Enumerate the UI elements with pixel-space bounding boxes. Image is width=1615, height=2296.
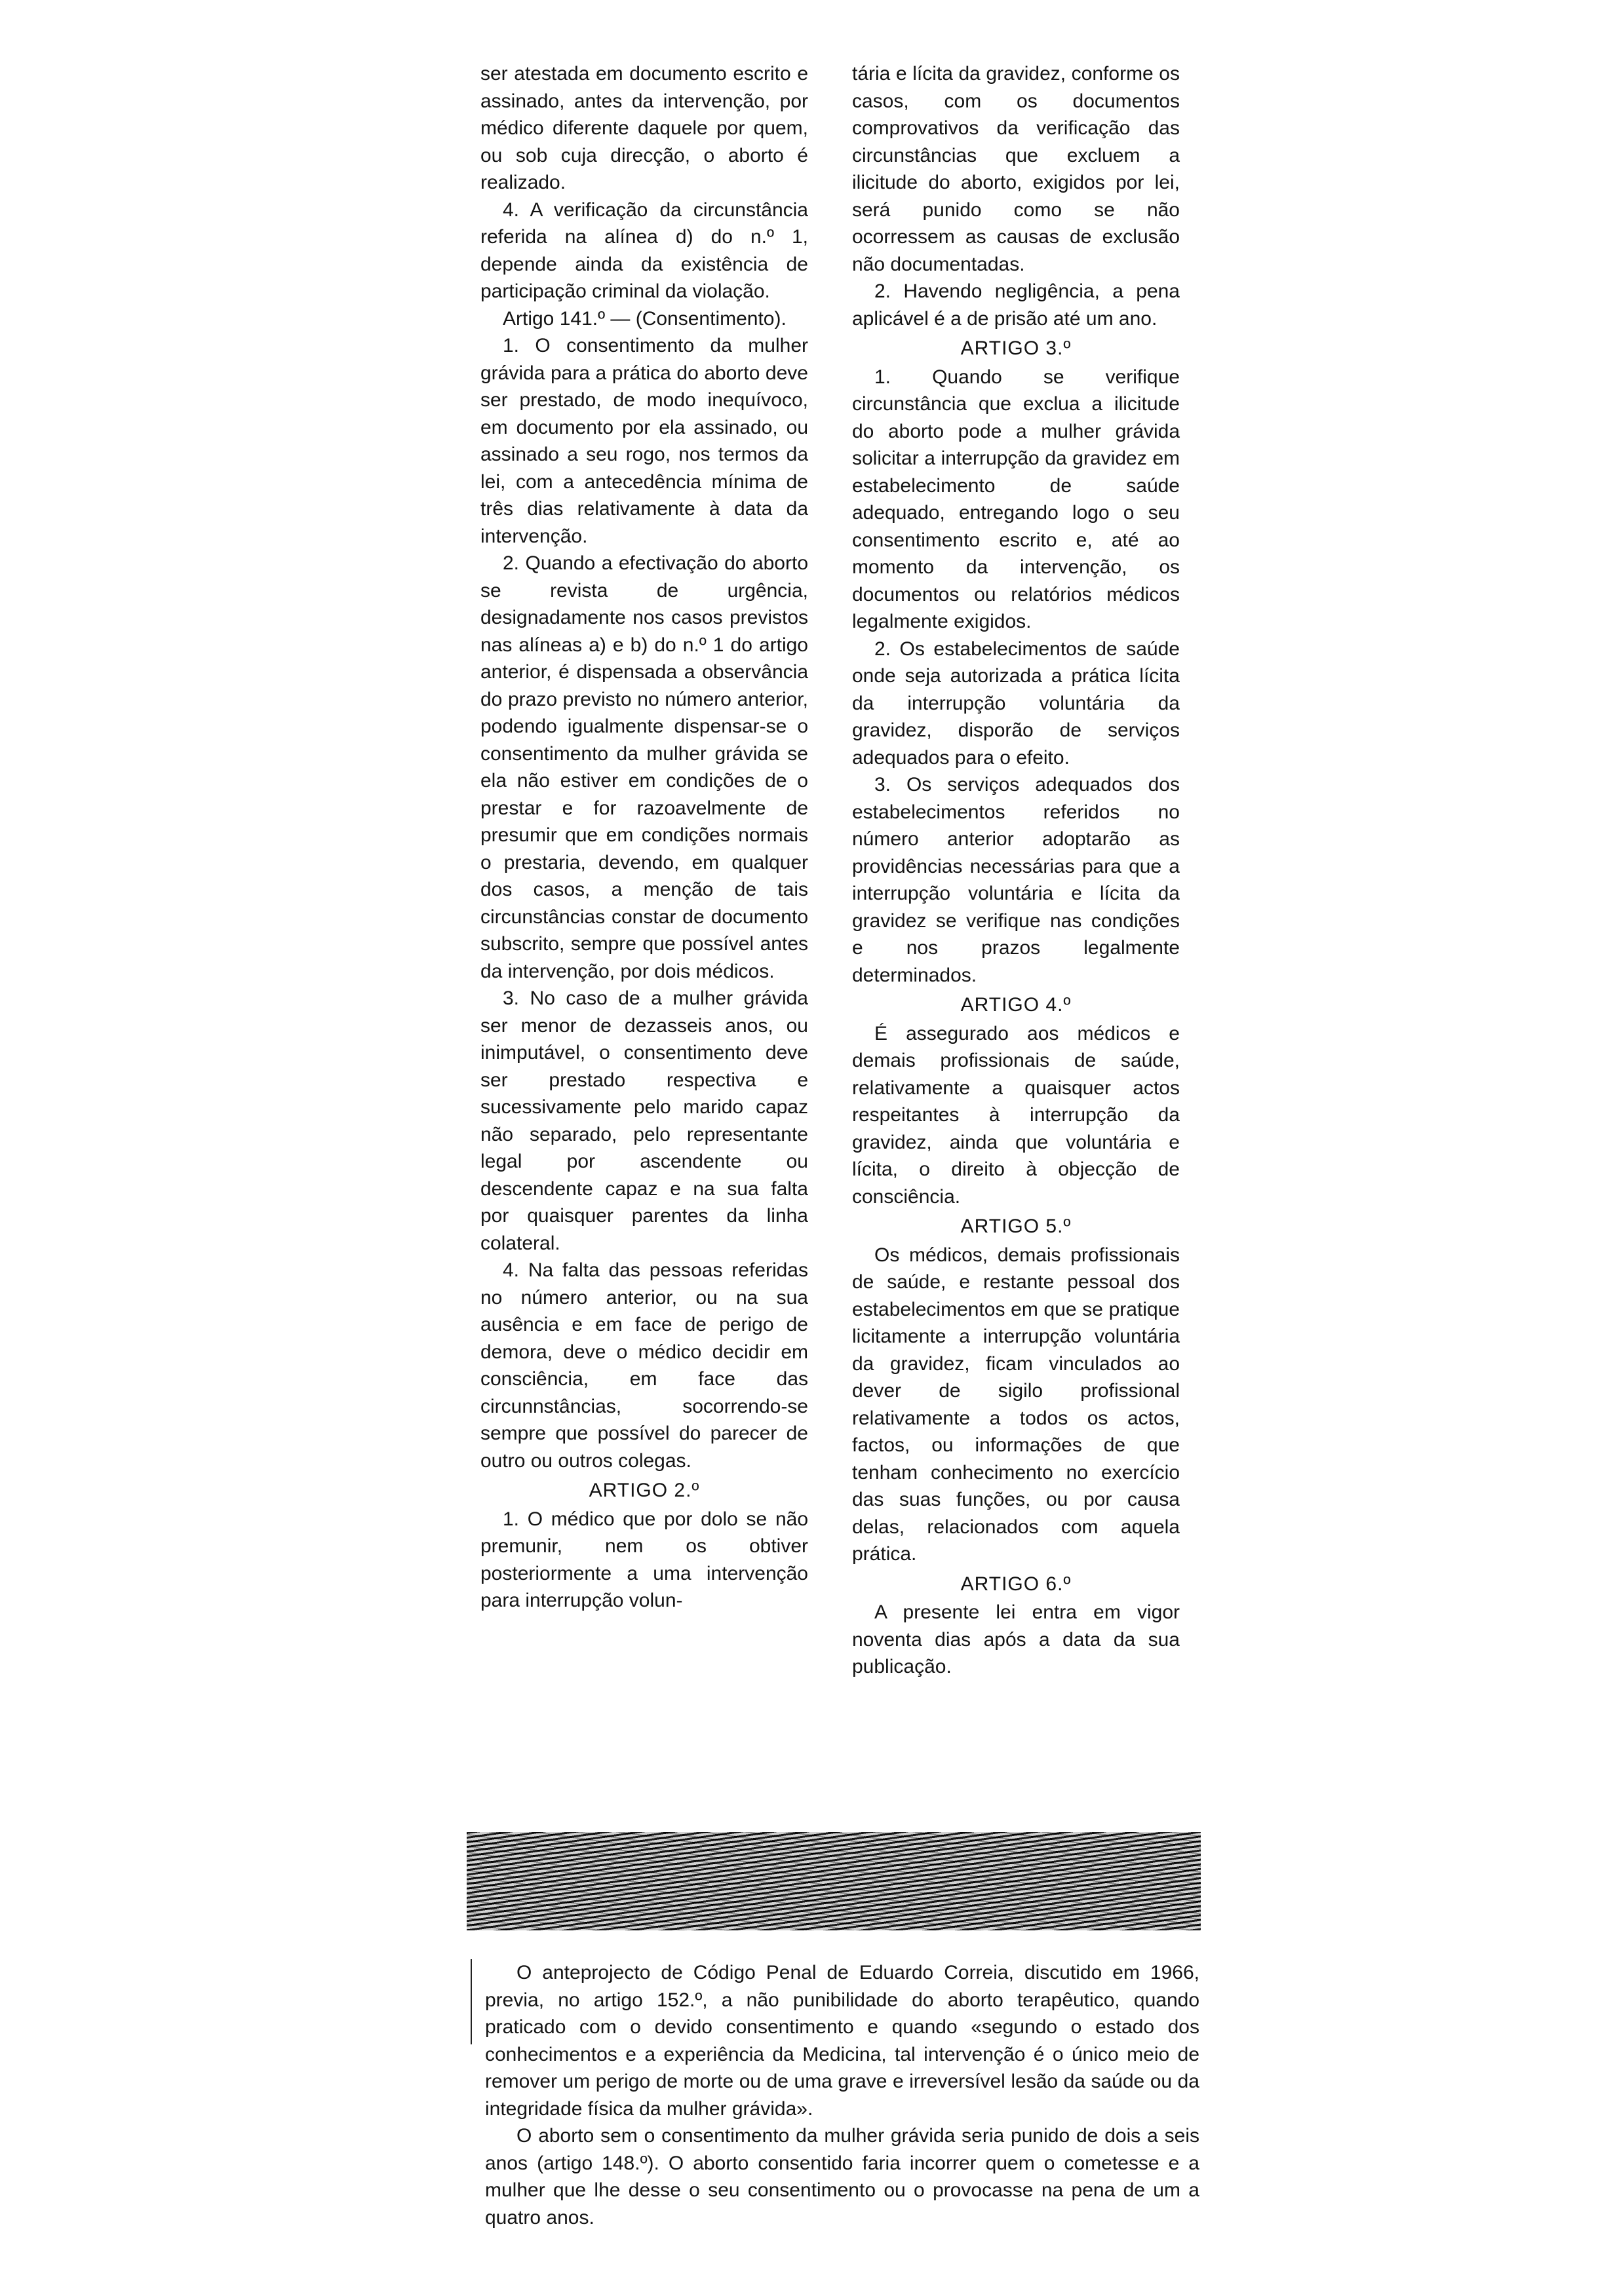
left-paragraph: Artigo 141.º — (Consentimento). [503, 307, 787, 330]
left-column [480, 60, 808, 1615]
right-paragraph: Os médicos, demais profissionais de saúde, e restante pessoal dos estabelecimentos em que se pratique licitamente a interrupção voluntária da gravidez, ficam vinculados ao dever de sigilo profissional relativamente a todos os actos, factos, ou informações de que tenham conhecimento no exercício das suas funções, ou por causa delas, relacionados com aquela prática. [852, 1244, 1180, 1565]
sidebar-note [485, 1959, 1199, 2231]
right-paragraph: 3. Os serviços adequados dos estabelecimentos referidos no número anterior adoptarão as providências necessárias para que a interrupção voluntária e lícita da gravidez se verifique nas condições e nos prazos legalmente determinados. [852, 774, 1180, 986]
right-article-heading: ARTIGO 4.º [960, 994, 1072, 1016]
margin-rule [471, 1959, 472, 2044]
right-article-heading: ARTIGO 5.º [960, 1215, 1072, 1237]
left-paragraph-continued: ser atestada em documento escrito e assinado, antes da intervenção, por médico diferente daquele por quem, ou sob cuja direcção, o aborto é realizado. [480, 63, 808, 193]
left-paragraph: 4. Na falta das pessoas referidas no número anterior, ou na sua ausência e em face de perigo de demora, deve o médico decidir em consciência, em face das circunnstâncias, socorrendo-se sempre que possível do parecer de outro ou outros colegas. [480, 1259, 808, 1472]
right-column [852, 60, 1180, 1681]
halftone-image-band [467, 1832, 1201, 1930]
note-paragraph: O aborto sem o consentimento da mulher grávida seria punido de dois a seis anos (artigo 148.º). O aborto consentido faria incorrer quem o cometesse e a mulher que lhe desse o seu consentimento ou o provocasse na pena de um a quatro anos. [485, 2125, 1199, 2229]
right-paragraph: É assegurado aos médicos e demais profissionais de saúde, relativamente a quaisquer actos respeitantes à interrupção da gravidez, ainda que voluntária e lícita, o direito à objecção de consciência. [852, 1022, 1180, 1208]
right-article-heading: ARTIGO 6.º [960, 1573, 1072, 1595]
left-paragraph: 3. No caso de a mulher grávida ser menor de dezasseis anos, ou inimputável, o consentimento deve ser prestado respectiva e sucessivamente pelo marido capaz não separado, pelo representante legal por ascendente ou descendente capaz e na sua falta por quaisquer parentes da linha colateral. [480, 987, 808, 1254]
left-article-heading: ARTIGO 2.º [589, 1480, 700, 1501]
right-paragraph-continued: tária e lícita da gravidez, conforme os casos, com os documentos comprovativos da verificação das circunstâncias que excluem a ilicitude do aborto, exigidos por lei, será punido como se não ocorressem as causas de exclusão não documentadas. [852, 63, 1180, 275]
right-paragraph: 2. Os estabelecimentos de saúde onde seja autorizada a prática lícita da interrupção voluntária da gravidez, disporão de serviços adequados para o efeito. [852, 638, 1180, 769]
right-article-heading: ARTIGO 3.º [960, 337, 1072, 359]
right-paragraph: A presente lei entra em vigor noventa dias após a data da sua publicação. [852, 1601, 1180, 1677]
left-paragraph: 4. A verificação da circunstância referida na alínea d) do n.º 1, depende ainda da existência de participação criminal da violação. [480, 199, 808, 302]
right-paragraph: 2. Havendo negligência, a pena aplicável é a de prisão até um ano. [852, 280, 1180, 330]
right-paragraph: 1. Quando se verifique circunstância que exclua a ilicitude do aborto pode a mulher grávida solicitar a interrupção da gravidez em estabelecimento de saúde adequado, entregando logo o seu consentimento escrito e, até ao momento da intervenção, os documentos ou relatórios médicos legalmente exigidos. [852, 366, 1180, 632]
note-paragraph: O anteprojecto de Código Penal de Eduardo Correia, discutido em 1966, previa, no artigo 152.º, a não punibilidade do aborto terapêutico, quando praticado com o devido consentimento e quando «segundo o estado dos conhecimentos e a experiência da Medicina, tal intervenção é o único meio de remover um perigo de morte ou de uma grave e irreversível lesão da saúde ou da integridade física da mulher grávida». [485, 1962, 1199, 2120]
left-paragraph: 2. Quando a efectivação do aborto se revista de urgência, designadamente nos casos previstos nas alíneas a) e b) do n.º 1 do artigo anterior, é dispensada a observância do prazo previsto no número anterior, podendo igualmente dispensar-se o consentimento da mulher grávida se ela não estiver em condições de o prestar e for razoavelmente de presumir que em condições normais o prestaria, devendo, em qualquer dos casos, a menção de tais circunstâncias constar de documento subscrito, sempre que possível antes da intervenção, por dois médicos. [480, 552, 808, 982]
left-paragraph: 1. O médico que por dolo se não premunir, nem os obtiver posteriormente a uma intervenção para interrupção volun- [480, 1508, 808, 1611]
left-paragraph: 1. O consentimento da mulher grávida para a prática do aborto deve ser prestado, de modo inequívoco, em documento por ela assinado, ou assinado a seu rogo, nos termos da lei, com a antecedência mínima de três dias relativamente à data da intervenção. [480, 335, 808, 547]
